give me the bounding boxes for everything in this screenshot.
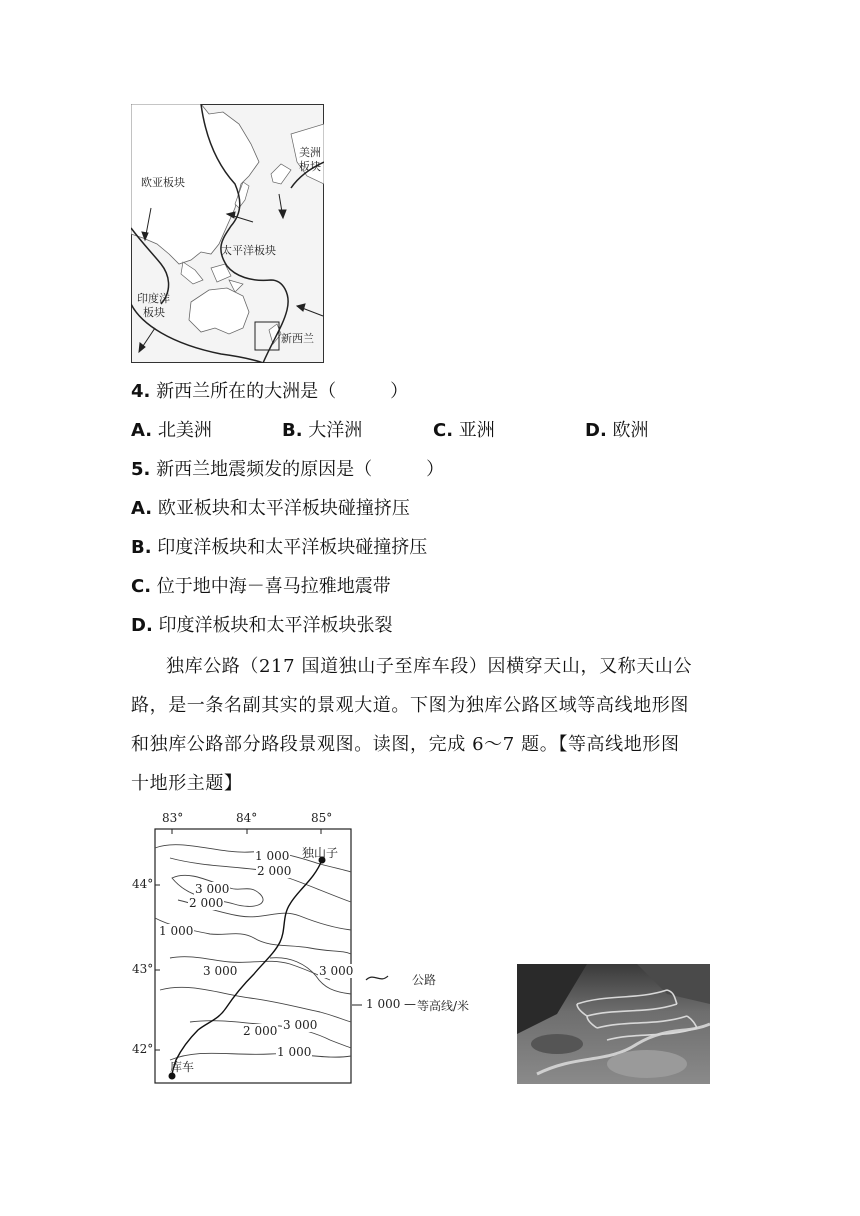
pacific-plate-label: 太平洋板块 [221, 244, 276, 257]
option-text: 亚洲 [458, 420, 495, 441]
contour-label: 1 000 [277, 1045, 312, 1059]
option-letter: B. [282, 420, 303, 441]
contour-label: 2 000 [257, 864, 292, 878]
legend-contour-value: 1 000 [366, 997, 401, 1011]
option-letter: A. [131, 420, 153, 441]
question-4-option-b[interactable] [282, 420, 362, 442]
lon-label-84: 84° [236, 811, 258, 825]
photo-drawing [517, 964, 710, 1084]
americas-plate-label-2: 板块 [299, 160, 321, 173]
question-5-option-d[interactable] [131, 615, 393, 637]
contour-label: 2 000 [243, 1024, 278, 1038]
eurasia-plate-label: 欧亚板块 [141, 176, 185, 189]
town-dushanzi-label: 独山子 [302, 846, 339, 860]
lat-label-42: 42° [132, 1042, 154, 1056]
question-4-option-c[interactable] [433, 420, 495, 442]
indian-plate-label-2: 板块 [143, 306, 165, 319]
question-4-option-a[interactable] [131, 420, 212, 442]
option-text: 欧洲 [612, 420, 649, 441]
question-4-number: 4. [131, 381, 151, 402]
contour-label: 3 000 [203, 964, 238, 978]
road-landscape-photo [517, 964, 710, 1084]
contour-label: 3 000 [319, 964, 354, 978]
question-5-number: 5. [131, 459, 151, 480]
contour-label: 3 000 [283, 1018, 318, 1032]
option-text: 印度洋板块和太平洋板块张裂 [158, 615, 393, 636]
option-text: 欧亚板块和太平洋板块碰撞挤压 [157, 498, 410, 519]
legend-contour-dash: — [404, 997, 416, 1011]
question-5-stem: 新西兰地震频发的原因是（ ） [156, 459, 445, 480]
legend-road-label: 公路 [412, 973, 437, 987]
option-text: 北美洲 [157, 420, 212, 441]
question-4-stem: 新西兰所在的大洲是（ ） [156, 381, 409, 402]
question-5 [131, 459, 444, 481]
passage-line-2: 路，是一条名副其实的景观大道。下图为独库公路区域等高线地形图 [131, 695, 689, 716]
option-letter: D. [585, 420, 607, 441]
option-letter: C. [433, 420, 454, 441]
question-4 [131, 381, 408, 403]
question-4-option-d[interactable] [585, 420, 649, 442]
option-letter: D. [131, 615, 153, 636]
option-letter: B. [131, 537, 152, 558]
indian-plate-label-1: 印度洋 [137, 292, 170, 305]
passage-line-4: 十地形主题】 [131, 773, 243, 794]
americas-plate-label-1: 美洲 [299, 146, 321, 159]
contour-label: 1 000 [255, 849, 290, 863]
lat-label-43: 43° [132, 962, 154, 976]
option-text: 大洋洲 [308, 420, 363, 441]
legend-contour-label: 等高线/米 [417, 999, 470, 1013]
plate-map-drawing [131, 104, 324, 363]
passage-line-1: 独库公路（217 国道独山子至库车段）因横穿天山，又称天山公 [166, 656, 693, 677]
contour-map [130, 808, 490, 1088]
lon-label-83: 83° [162, 811, 184, 825]
lat-label-44: 44° [132, 877, 154, 891]
passage-line-3: 和独库公路部分路段景观图。读图，完成 6～7 题。【等高线地形图 [131, 734, 680, 755]
question-5-option-b[interactable] [131, 537, 427, 559]
lon-label-85: 85° [311, 811, 333, 825]
option-letter: C. [131, 576, 152, 597]
newzealand-label: 新西兰 [281, 332, 314, 345]
question-5-option-a[interactable] [131, 498, 410, 520]
question-5-option-c[interactable] [131, 576, 391, 598]
option-text: 位于地中海－喜马拉雅地震带 [156, 576, 391, 597]
contour-label: 1 000 [159, 924, 194, 938]
plate-map [131, 104, 324, 363]
contour-label: 3 000 [195, 882, 230, 896]
option-text: 印度洋板块和太平洋板块碰撞挤压 [157, 537, 428, 558]
option-letter: A. [131, 498, 153, 519]
town-kuqa-label: 库车 [170, 1060, 195, 1074]
contour-label: 2 000 [189, 896, 224, 910]
